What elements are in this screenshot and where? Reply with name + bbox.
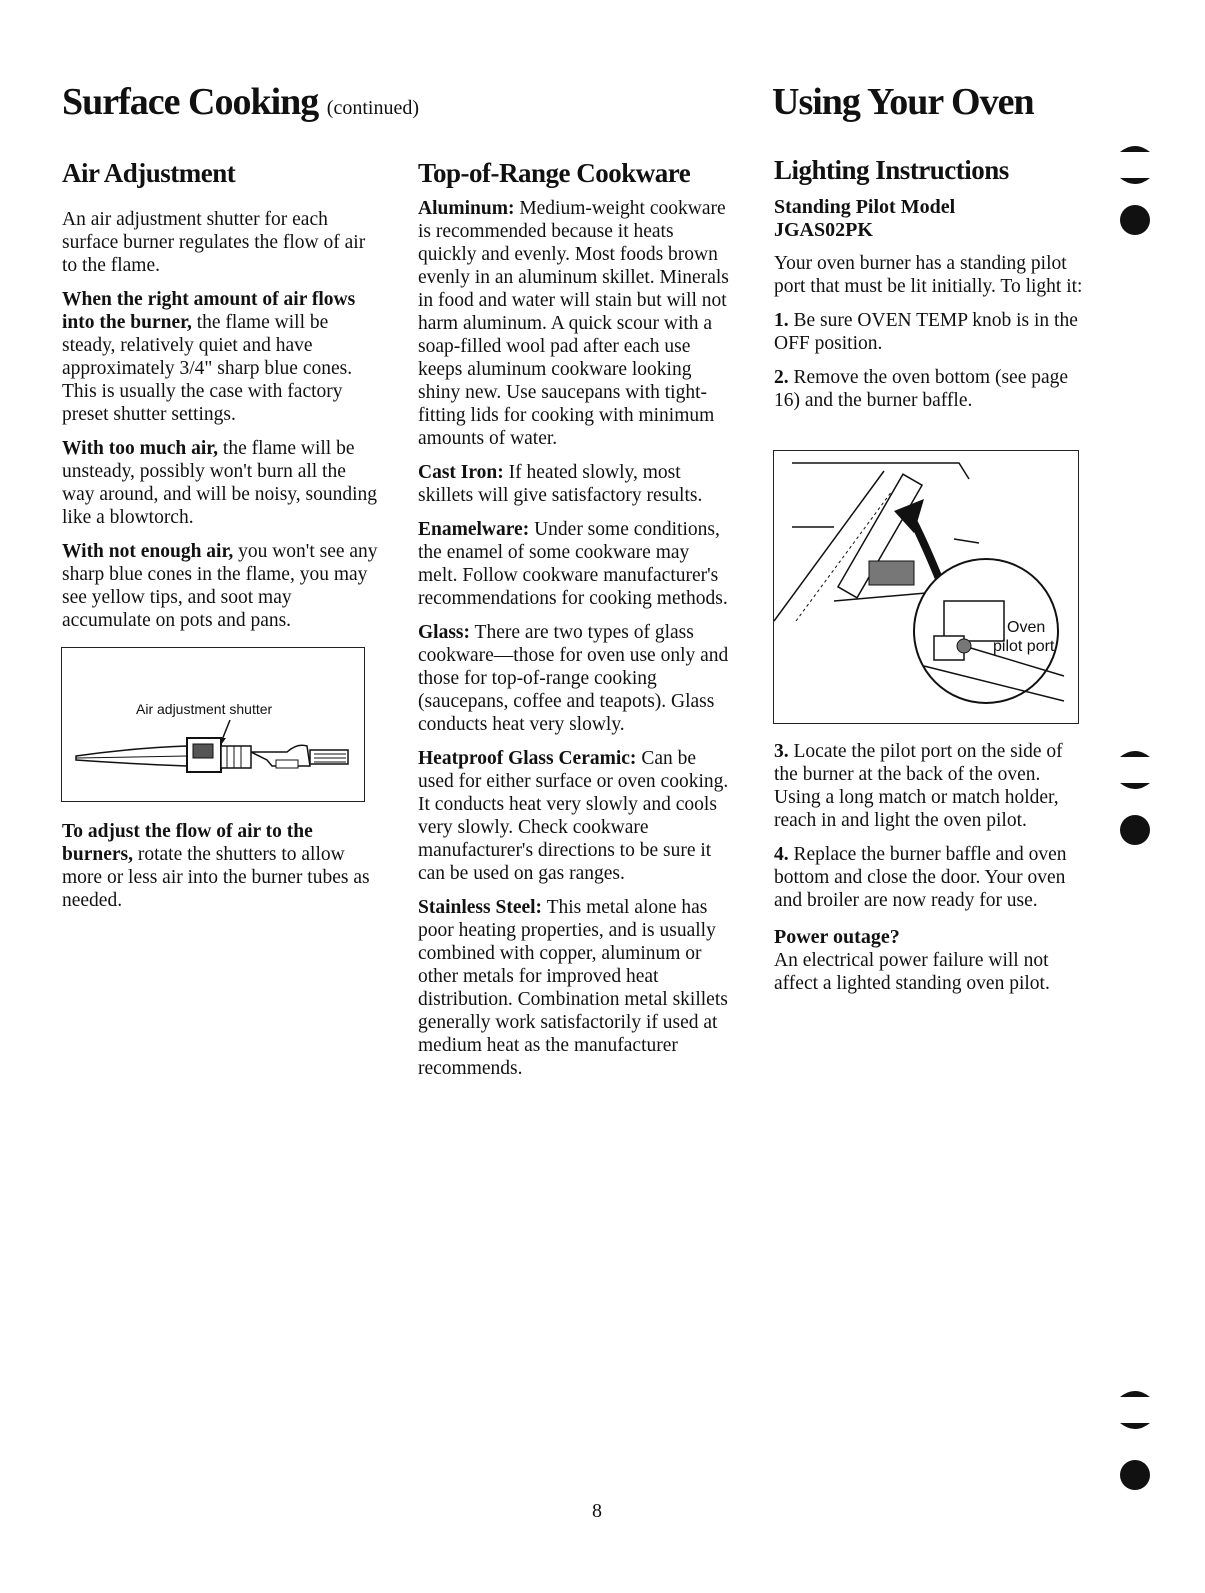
lighting-step-3: 3. Locate the pilot port on the side of the burner at the back of the oven. Using a long match or match holder, reach in and light the oven pilot. — [774, 741, 1063, 831]
binder-mark-middle — [1115, 745, 1155, 855]
lighting-step-2: 2. Remove the oven bottom (see page 16) and the burner baffle. — [774, 367, 1069, 411]
column-cookware — [418, 197, 730, 1091]
page-number: 8 — [592, 1500, 602, 1522]
heading-top-of-range-cookware: Top-of-Range Cookware — [418, 158, 691, 188]
air-adjust-instructions: To adjust the flow of air to the burners, rotate the shutters to allow more or less air into the burner tubes as needed. — [62, 821, 370, 911]
binder-mark-bottom — [1115, 1385, 1155, 1495]
figure-air-shutter — [61, 647, 365, 802]
column-lighting-bottom — [774, 740, 1086, 1006]
lighting-step-1: 1. Be sure OVEN TEMP knob is in the OFF position. — [774, 310, 1078, 354]
heading-lighting-instructions: Lighting Instructions — [774, 155, 1009, 185]
figure-oven-pilot-port — [773, 450, 1079, 724]
cookware-stainless-steel: Stainless Steel: This metal alone has poor heating properties, and is usually combined with copper, aluminum or other metals for improved heat distribution. Combination metal skillets generally work satisfactorily if used at medium heat as the manufacturer recommends. — [418, 897, 728, 1079]
power-outage-text: An electrical power failure will not affect a lighted standing oven pilot. — [774, 950, 1050, 994]
column-air-adjustment — [62, 208, 380, 643]
air-right-amount: When the right amount of air flows into the burner, the flame will be steady, relatively quiet and have approximately 3/4" sharp blue cones. This is usually the case with factory preset shutter settings. — [62, 289, 356, 425]
burner-tube-illustration — [62, 648, 364, 801]
binder-mark-top — [1115, 140, 1155, 250]
cookware-cast-iron: Cast Iron: If heated slowly, most skillets will give satisfactory results. — [418, 462, 703, 506]
column-lighting-top — [774, 196, 1086, 423]
heading-air-adjustment: Air Adjustment — [62, 158, 236, 188]
cookware-aluminum: Aluminum: Medium-weight cookware is recommended because it heats quickly and evenly. Most foods brown evenly in an aluminum skillet. Minerals in food and water will stain but will not harm aluminum. A quick scour with a soap-filled wool pad after each use keeps aluminum cookware looking shiny new. Use saucepans with tight-fitting lids for cooking with minimum amounts of water. — [418, 198, 729, 449]
cookware-glass-ceramic: Heatproof Glass Ceramic: Can be used for either surface or oven cooking. It conducts heat very slowly and cools very slowly. Check cookware manufacturer's directions to be sure it can be used on gas ranges. — [418, 748, 729, 884]
section-title-using-your-oven: Using Your Oven — [772, 81, 1034, 123]
title-text: Surface Cooking — [62, 81, 319, 123]
figure-label-oven: Oven — [1007, 619, 1046, 636]
power-outage-heading: Power outage? — [774, 926, 900, 948]
air-intro: An air adjustment shutter for each surface burner regulates the flow of air to the flame. — [62, 209, 366, 276]
title-suffix: (continued) — [326, 97, 419, 119]
cookware-glass: Glass: There are two types of glass cookware—those for oven use only and those for top-of-range cooking (saucepans, coffee and teapots). Glass conducts heat very slowly. — [418, 622, 729, 735]
lighting-step-4: 4. Replace the burner baffle and oven bottom and close the door. Your oven and broiler are now ready for use. — [774, 844, 1067, 911]
cookware-enamelware: Enamelware: Under some conditions, the enamel of some cookware may melt. Follow cookware manufacturer's recommendations for cooking methods. — [418, 519, 728, 609]
air-not-enough: With not enough air, you won't see any sharp blue cones in the flame, you may see yellow tips, and soot may accumulate on pots and pans. — [62, 541, 378, 631]
figure-label-air-shutter: Air adjustment shutter — [136, 701, 273, 717]
air-too-much: With too much air, the flame will be unsteady, possibly won't burn all the way around, and will be noisy, sounding like a blowtorch. — [62, 438, 378, 528]
lighting-intro: Your oven burner has a standing pilot port that must be lit initially. To light it: — [774, 253, 1083, 297]
section-title-surface-cooking — [62, 80, 419, 124]
pilot-port-illustration — [774, 451, 1078, 723]
figure-label-pilot-port: pilot port — [993, 638, 1055, 655]
model-heading: Standing Pilot Model JGAS02PK — [774, 196, 956, 241]
